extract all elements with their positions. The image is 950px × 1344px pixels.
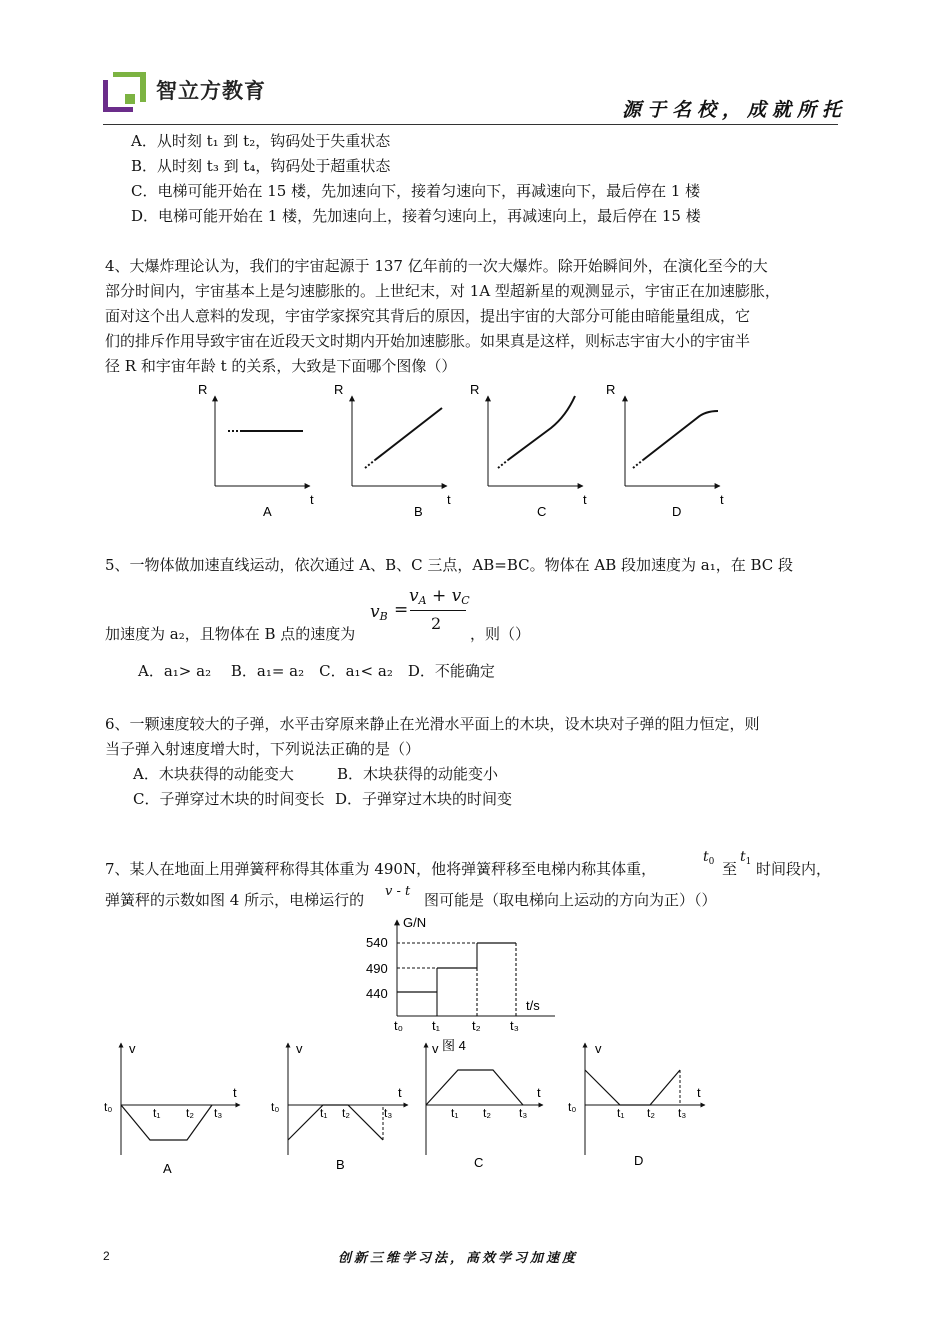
q4-line: 部分时间内，宇宙基本上是匀速膨胀的。上世纪末，对 1A 型超新星的观测显示，宇宙正在加速膨胀， xyxy=(105,282,780,300)
svg-text:t₁: t₁ xyxy=(617,1106,625,1120)
q6-line: 6、一颗速度较大的子弹，水平击穿原来静止在光滑水平面上的木块，设木块对子弹的阻力恒定，则 xyxy=(105,715,760,733)
fig4-ytick: 540 xyxy=(366,935,388,950)
svg-text:t₃: t₃ xyxy=(519,1106,528,1120)
q4-graph-a-label: A xyxy=(263,504,272,519)
header xyxy=(0,0,950,130)
formula-plus: + v xyxy=(426,586,462,606)
formula-lhs: v xyxy=(370,602,380,622)
q4-line: 们的排斥作用导致宇宙在近段天文时期内开始加速膨胀。如果真是这样，则标志宇宙大小的宇宙半 xyxy=(105,332,751,350)
q7-line1-pre: 7、某人在地面上用弹簧秤称得其体重为 490N，他将弹簧秤移至电梯内称其体重， xyxy=(105,860,657,878)
formula-lhs-sub: B xyxy=(379,610,388,623)
q4-graphs xyxy=(190,378,750,523)
q4-graph-a-x-label: t xyxy=(310,492,314,507)
svg-text:t₃: t₃ xyxy=(678,1106,687,1120)
q4-graph-a-y-label: R xyxy=(198,382,208,397)
q4-graph-a xyxy=(198,382,314,519)
q5-line2-pre: 加速度为 a₂，且物体在 B 点的速度为 xyxy=(105,625,356,643)
q3-option-b: B．从时刻 t₃ 到 t₄，钩码处于超重状态 xyxy=(131,157,391,175)
header-slogan: 源于名校，成就所托 xyxy=(622,99,848,121)
q7-line2-pre: 弹簧秤的示数如图 4 所示，电梯运行的 xyxy=(105,891,365,909)
svg-text:t₂: t₂ xyxy=(342,1106,350,1120)
svg-text:t: t xyxy=(233,1085,237,1100)
q5-line xyxy=(105,625,355,644)
formula-num-sub-a: A xyxy=(418,594,427,607)
svg-text:t₂: t₂ xyxy=(647,1106,655,1120)
svg-text:t₀: t₀ xyxy=(271,1100,280,1114)
q6-option-d: D．子弹穿过木块的时间变 xyxy=(335,790,513,808)
logo-icon xyxy=(103,72,149,112)
q4-graph-c xyxy=(470,382,587,519)
q5-line: 5、一物体做加速直线运动，依次通过 A、B、C 三点，AB=BC。物体在 AB 段加速度为 a₁，在 BC 段 xyxy=(105,556,794,574)
svg-text:t₁: t₁ xyxy=(320,1106,328,1120)
q6-option-c: C．子弹穿过木块的时间变长 xyxy=(133,790,325,808)
logo-text: 智立方教育 xyxy=(156,79,266,103)
svg-text:t₀: t₀ xyxy=(104,1100,113,1114)
formula-num: v xyxy=(409,586,419,606)
svg-text:v: v xyxy=(296,1041,303,1056)
fig4-y-label: G/N xyxy=(403,915,427,930)
svg-text:t: t xyxy=(398,1085,402,1100)
q5-line2-post: ，则（） xyxy=(470,625,531,643)
fig4-xtick: t₃ xyxy=(510,1018,519,1033)
q7-line2-post: 图可能是（取电梯向上运动的方向为正）（） xyxy=(424,891,717,909)
q7-t1: $t_1$ xyxy=(740,849,752,867)
fig4-ytick: 490 xyxy=(366,961,388,976)
q4-graph-c-x-label: t xyxy=(583,492,587,507)
fig4-caption: 图 4 xyxy=(442,1038,466,1053)
formula-bar xyxy=(410,610,466,611)
q5-options: A．a₁> a₂ B．a₁= a₂ C．a₁< a₂ D．不能确定 xyxy=(138,662,495,680)
fig4-xtick: t₂ xyxy=(472,1018,481,1033)
q7-vt: v - t xyxy=(385,884,411,899)
svg-text:t: t xyxy=(697,1085,701,1100)
svg-text:t: t xyxy=(537,1085,541,1100)
q6-option-a: A．木块获得的动能变大 xyxy=(133,765,294,783)
svg-text:C: C xyxy=(474,1155,484,1170)
formula-num-sub-c: C xyxy=(461,594,470,607)
svg-text:t₁: t₁ xyxy=(153,1106,161,1120)
q4-graph-c-label: C xyxy=(537,504,547,519)
q4-line: 4、大爆炸理论认为，我们的宇宙起源于 137 亿年前的一次大爆炸。除开始瞬间外，在演化至今的大 xyxy=(105,257,768,275)
q4-graph-b-y-label: R xyxy=(334,382,344,397)
svg-text:v: v xyxy=(595,1041,602,1056)
svg-text:t₂: t₂ xyxy=(483,1106,491,1120)
vt-graph-b xyxy=(271,1041,408,1172)
q7-zhi: 至 xyxy=(722,860,738,878)
q4-graph-d-label: D xyxy=(672,504,682,519)
vt-graph-a xyxy=(104,1041,240,1176)
q4-graph-c-y-label: R xyxy=(470,382,480,397)
formula-eq: = xyxy=(394,600,409,620)
fig4-ytick: 440 xyxy=(366,986,388,1001)
q4-graph-b xyxy=(334,382,451,519)
svg-text:t₂: t₂ xyxy=(186,1106,194,1120)
footer-slogan: 创新三维学习法，高效学习加速度 xyxy=(338,1251,579,1266)
q4-graph-d xyxy=(606,382,724,519)
vt-graph-d xyxy=(568,1041,705,1168)
page-number: 2 xyxy=(103,1249,110,1263)
fig4-x-label: t/s xyxy=(526,998,540,1013)
q3-option-d: D．电梯可能开始在 1 楼，先加速向上，接着匀速向上，再减速向上，最后停在 15 楼 xyxy=(131,207,701,225)
q4-graph-b-label: B xyxy=(414,504,423,519)
svg-text:v: v xyxy=(432,1041,439,1056)
q7-vt-graphs xyxy=(100,1035,720,1180)
header-rule xyxy=(103,124,838,125)
q4-line: 面对这个出人意料的发现，宇宙学家探究其背后的原因，提出宇宙的大部分可能由暗能量组成，它 xyxy=(105,307,751,325)
q6-option-b: B．木块获得的动能变小 xyxy=(337,765,499,783)
q4-graph-d-x-label: t xyxy=(720,492,724,507)
svg-text:D: D xyxy=(634,1153,644,1168)
svg-text:t₃: t₃ xyxy=(384,1106,393,1120)
q7-line1-post: 时间段内， xyxy=(756,860,832,878)
q3-option-a: A．从时刻 t₁ 到 t₂，钩码处于失重状态 xyxy=(131,132,391,150)
svg-text:v: v xyxy=(129,1041,136,1056)
fig4-xtick: t₀ xyxy=(394,1018,404,1033)
svg-text:B: B xyxy=(336,1157,345,1172)
fig4-xtick: t₁ xyxy=(432,1018,440,1033)
q6-line: 当子弹入射速度增大时，下列说法正确的是（） xyxy=(105,740,421,758)
formula-den: 2 xyxy=(431,614,442,633)
svg-text:t₃: t₃ xyxy=(214,1106,223,1120)
q3-option-c: C．电梯可能开始在 15 楼，先加速向下，接着匀速向下，再减速向下，最后停在 1 楼 xyxy=(131,182,701,200)
svg-text:t₀: t₀ xyxy=(568,1100,577,1114)
vt-graph-c xyxy=(426,1041,543,1170)
q4-line: 径 R 和宇宙年龄 t 的关系，大致是下面哪个图像（） xyxy=(105,357,457,375)
q7-t0: $t_0$ xyxy=(703,849,715,867)
svg-text:t₁: t₁ xyxy=(451,1106,459,1120)
svg-text:A: A xyxy=(163,1161,172,1176)
q4-graph-d-y-label: R xyxy=(606,382,616,397)
q4-graph-b-x-label: t xyxy=(447,492,451,507)
